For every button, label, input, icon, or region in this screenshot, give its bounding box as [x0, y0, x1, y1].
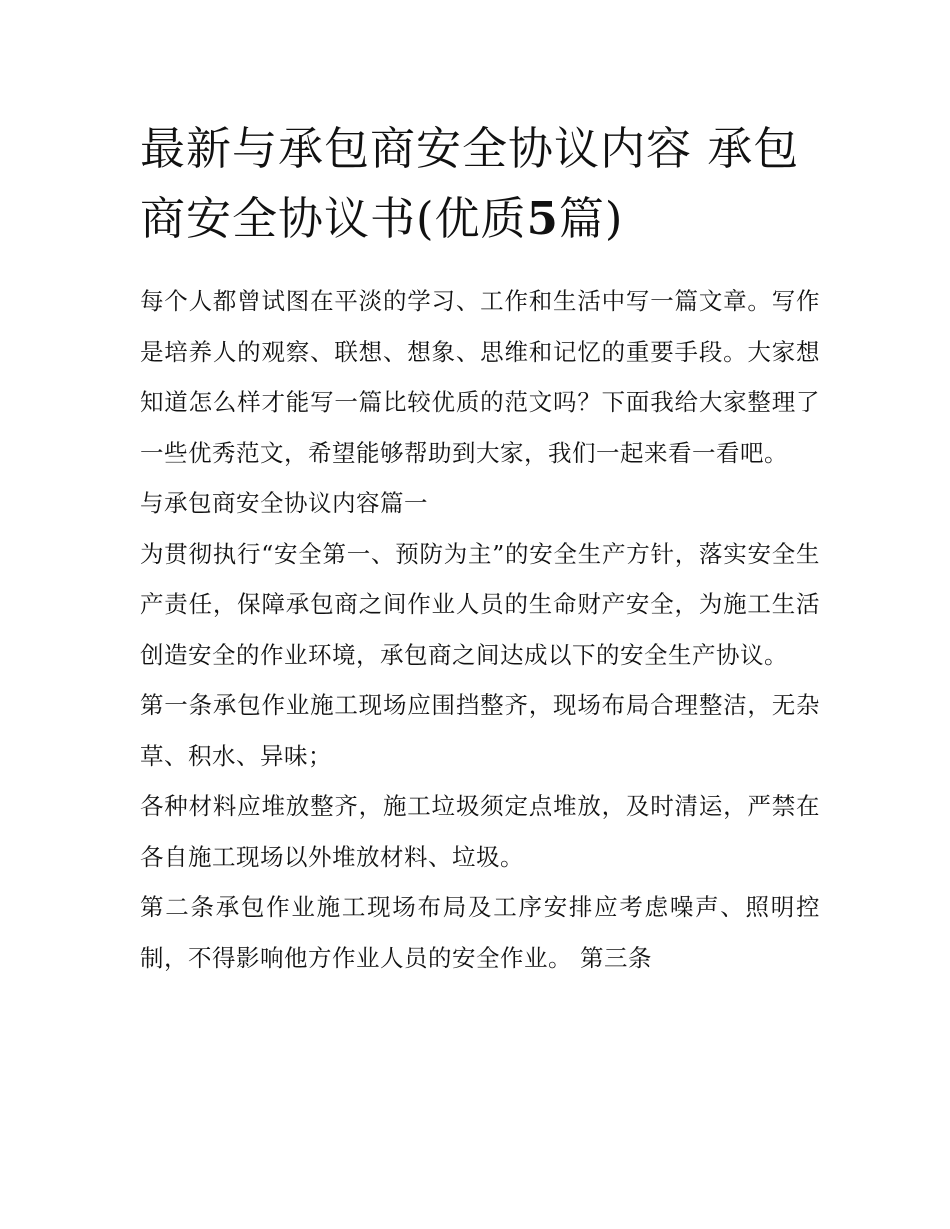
intro-paragraph: 每个人都曾试图在平淡的学习、工作和生活中写一篇文章。写作是培养人的观察、联想、想象、思维和记忆的重要手段。大家想知道怎么样才能写一篇比较优质的范文吗？下面我给大家整理了一些优秀范文，希望能够帮助到大家，我们一起来看一看吧。 [140, 287, 820, 467]
title-number: 5 [526, 192, 559, 245]
title-text: 最新与承包商安全协议内容 承包商安全协议书(优质 [140, 122, 800, 245]
body-paragraph: 各种材料应堆放整齐，施工垃圾须定点堆放，及时清运，严禁在各自施工现场以外堆放材料、垃圾。 [140, 792, 820, 871]
body-paragraph: 第一条承包作业施工现场应围挡整齐，现场布局合理整洁，无杂草、积水、异味； [140, 691, 820, 770]
document-body [140, 276, 820, 983]
document-title [140, 114, 820, 254]
title-suffix: 篇) [558, 192, 624, 245]
section-heading: 与承包商安全协议内容篇一 [140, 489, 428, 517]
body-paragraph: 为贯彻执行“安全第一、预防为主”的安全生产方针，落实安全生产责任，保障承包商之间作业人员的生命财产安全，为施工生活创造安全的作业环境，承包商之间达成以下的安全生产协议。 [140, 539, 820, 669]
body-paragraph: 第二条承包作业施工现场布局及工序安排应考虑噪声、照明控制，不得影响他方作业人员的安全作业。 第三条 [140, 893, 820, 972]
